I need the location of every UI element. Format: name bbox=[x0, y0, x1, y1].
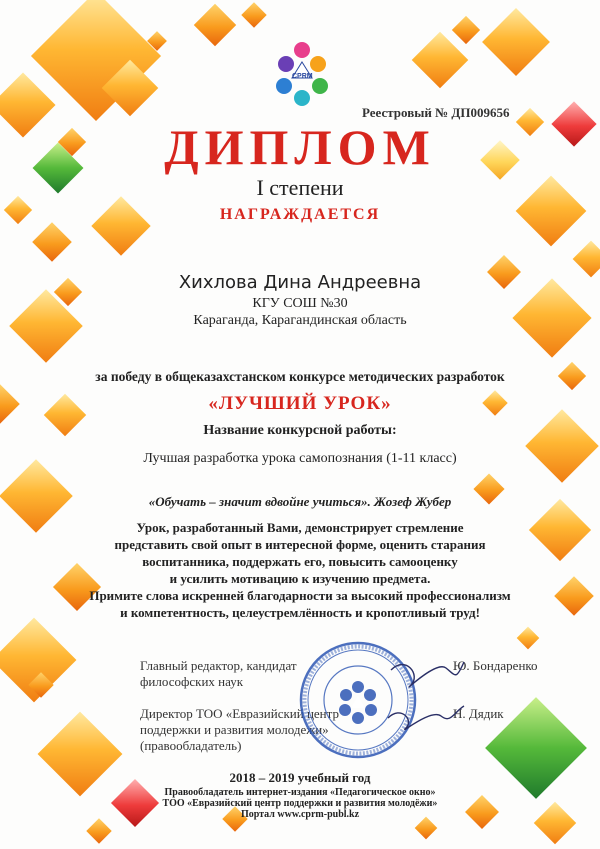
diploma-title: ДИПЛОМ bbox=[164, 119, 436, 175]
position-line: Главный редактор, кандидат bbox=[140, 658, 297, 673]
recipient-city: Караганда, Карагандинская область bbox=[193, 313, 407, 328]
awarded-label: НАГРАЖДАЕТСЯ bbox=[219, 206, 381, 223]
recipient-school: КГУ СОШ №30 bbox=[252, 296, 348, 311]
award-reason: за победу в общеказахстанском конкурсе методических разработок bbox=[95, 369, 505, 384]
academic-year: 2018 – 2019 учебный год bbox=[229, 770, 371, 785]
work-label: Название конкурсной работы: bbox=[203, 423, 397, 438]
quote: «Обучать – значит вдвойне учиться». Жозеф Жубер bbox=[148, 494, 452, 509]
signature-icon bbox=[386, 650, 466, 740]
paragraph-line: Примите слова искренней благодарности за высокий профессионализм bbox=[89, 588, 511, 603]
registry-number: Реестровый № ДП009656 bbox=[362, 105, 510, 120]
position-line: философских наук bbox=[140, 674, 244, 689]
signatory-editor-name: Ю. Бондаренко bbox=[453, 658, 538, 673]
paragraph-line: воспитанника, поддержать его, повысить самооценку bbox=[142, 554, 458, 569]
contest-name: «ЛУЧШИЙ УРОК» bbox=[208, 393, 392, 414]
paragraph-line: и компетентность, целеустремлённость и кропотливый труд! bbox=[120, 605, 480, 620]
work-title: Лучшая разработка урока самопознания (1-11 класс) bbox=[143, 451, 457, 466]
paragraph-thanks bbox=[0, 587, 600, 621]
degree: I степени bbox=[256, 175, 344, 200]
signatory-director-name: Н. Дядик bbox=[453, 706, 504, 721]
recipient-name: Хихлова Дина Андреевна bbox=[178, 272, 422, 293]
paragraph-praise bbox=[0, 519, 600, 587]
paragraph-line: представить свой опыт в интересной форме, оценить старания bbox=[114, 537, 486, 552]
paragraph-line: Урок, разработанный Вами, демонстрирует стремление bbox=[136, 520, 464, 535]
footer-line: Правообладатель интернет-издания «Педагогическое окно» bbox=[164, 787, 436, 798]
paragraph-line: и усилить мотивацию к изучению предмета. bbox=[169, 571, 431, 586]
footer-line: ТОО «Евразийский центр поддержки и развития молодёжи» bbox=[162, 798, 438, 809]
logo-text: CPRM bbox=[292, 73, 313, 80]
position-line: поддержки и развития молодежи» bbox=[140, 722, 329, 737]
position-line: (правообладатель) bbox=[140, 738, 242, 753]
footer-portal-link[interactable]: Портал www.cprm-publ.kz bbox=[240, 809, 360, 820]
signatory-editor-position bbox=[140, 658, 297, 690]
position-line: Директор ТОО «Евразийский центр bbox=[140, 706, 339, 721]
